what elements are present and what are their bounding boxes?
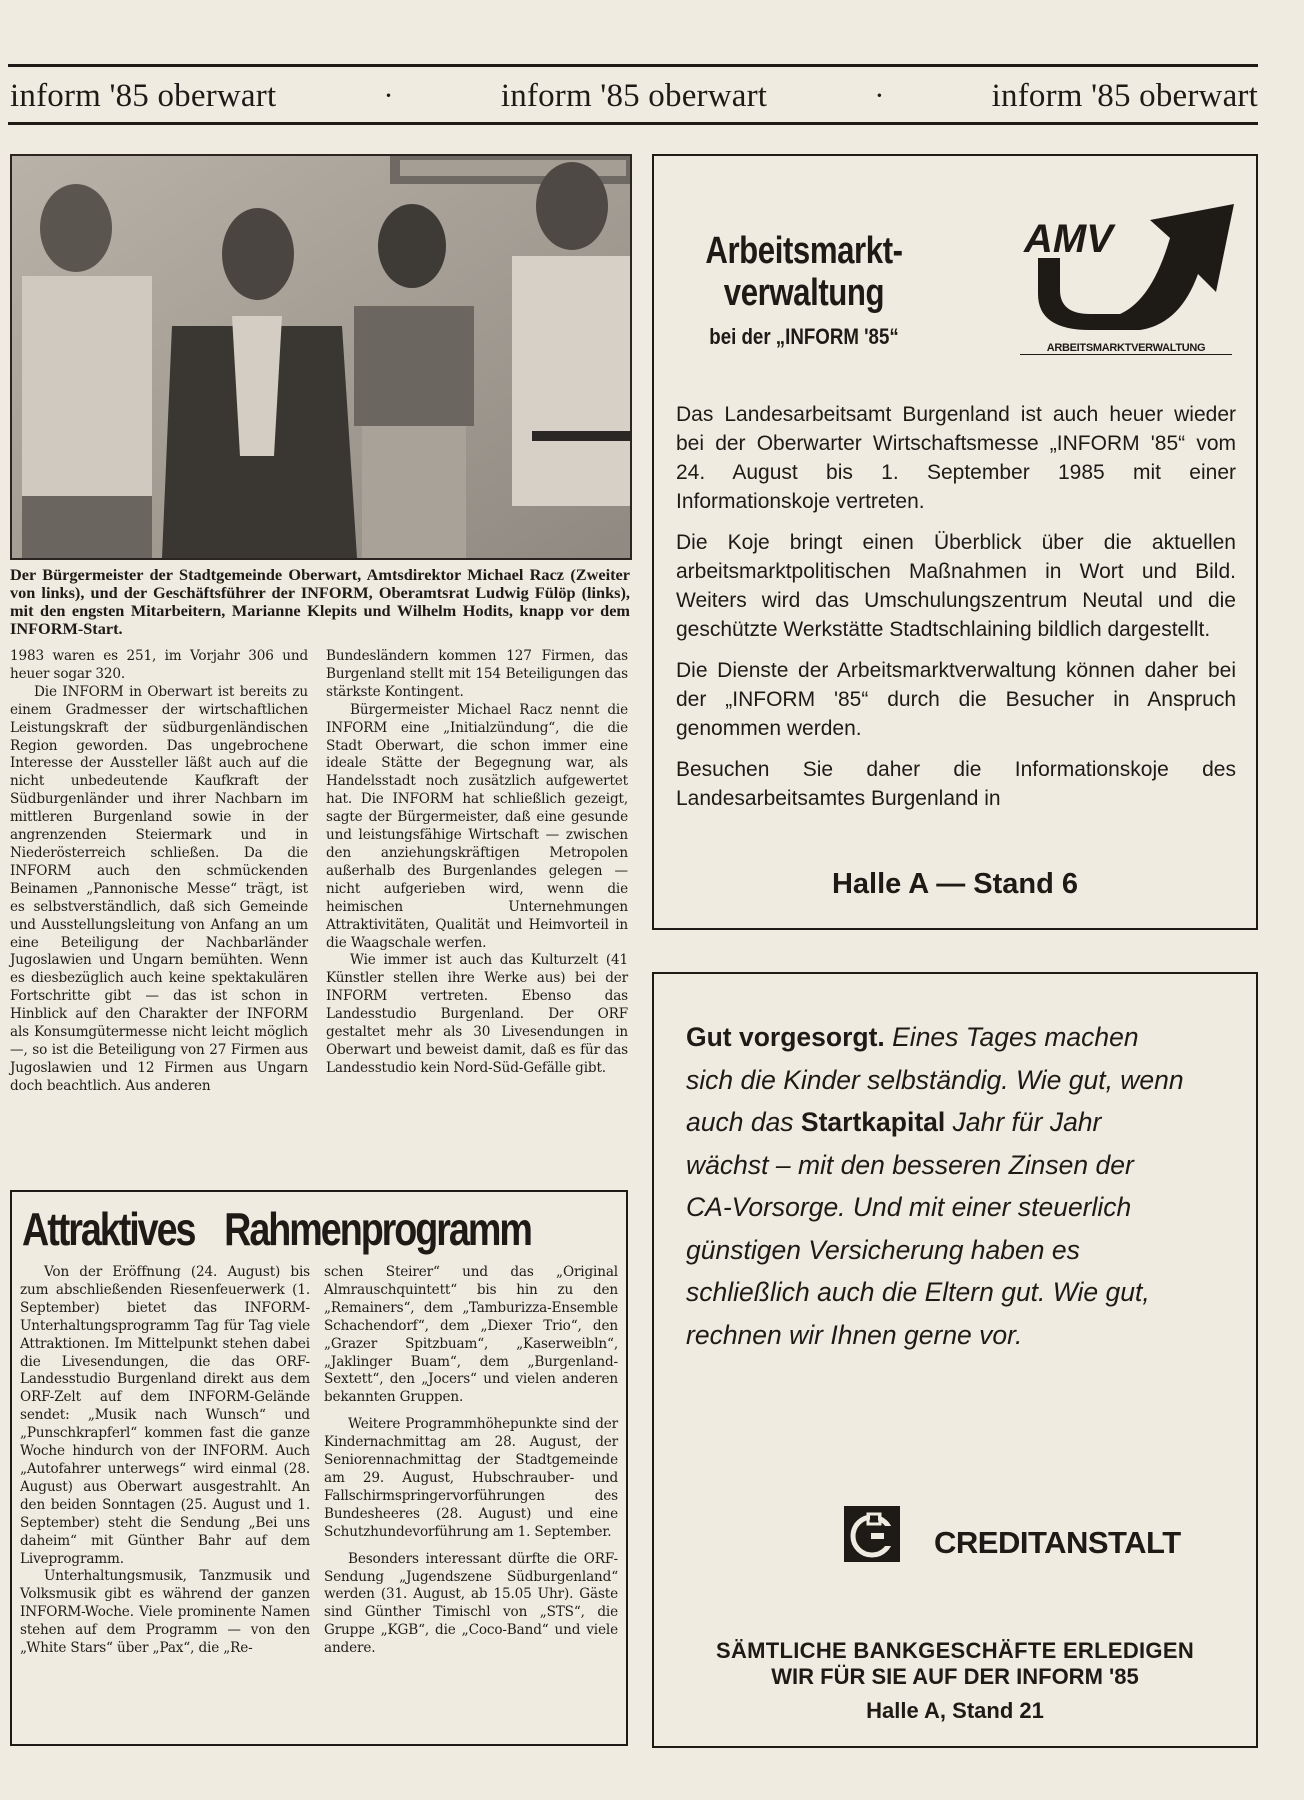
article-paragraph: Bundesländern kommen 127 Firmen, das Burgenland stellt mit 154 Beteiligungen das stärkste Kontingent. [326,648,628,700]
amv-advertisement [652,154,1258,930]
amv-location: Halle A — Stand 6 [831,868,1079,900]
article-column-2 [326,648,628,1078]
masthead-bottom-rule [8,122,1258,125]
photo-image [12,156,630,558]
ca-body-text [686,1016,1186,1356]
ca-lead: Gut vorgesorgt. [686,1022,885,1052]
masthead [10,74,1258,118]
ca-text: Eines Tages machen sich die Kinder selbständig. Wie gut, wenn auch das [686,1022,1184,1137]
amv-title-line-2: verwaltung [723,272,885,314]
amv-paragraph: Besuchen Sie daher die Informationskoje des Landesarbeitsamtes Burgenland in [676,758,1236,810]
amv-logo [1020,204,1240,354]
rahmen-column-1 [20,1264,310,1658]
ca-footer [654,1638,1256,1724]
amv-paragraph: Die Dienste der Arbeitsmarktverwaltung können daher bei der „INFORM '85“ durch die Besucher in Anspruch genommen werden. [676,659,1236,740]
amv-body [676,400,1236,825]
svg-text:AMV: AMV [1024,217,1113,261]
article-column-1 [10,648,308,1096]
amv-paragraph: Das Landesarbeitsamt Burgenland ist auch heuer wieder bei der Oberwarter Wirtschaftsmesse „INFORM '85“ vom 24. August bis 1. September 1985 mit einer Informationskoje vertreten. [676,403,1236,513]
article-paragraph: Wie immer ist auch das Kulturzelt (41 Künstler stellen ihre Werke aus) bei der INFORM vertreten. Ebenso das Landesstudio Burgenland. Der ORF gestaltet mehr als 30 Livesendungen in Oberwart und beweist damit, daß es für das Landesstudio kein Nord-Süd-Gefälle gibt. [326,952,628,1076]
rahmen-paragraph: Von der Eröffnung (24. August) bis zum abschließenden Riesenfeuerwerk (1. September) bietet das INFORM-Unterhaltungsprogramm Tag für Tag viele Attraktionen. Im Mittelpunkt stehen dabei die Livesendungen, die das ORF-Landesstudio Burgenland direkt aus dem ORF-Zelt auf dem INFORM-Gelände sendet: „Musik nach Wunsch“ und „Punschkrapferl“ kommen fast die ganze Woche hindurch von der INFORM. Auch „Autofahrer unterwegs“ wird einmal (28. August) aus Oberwart ausgestrahlt. An den beiden Sonntagen (25. August und 1. September) steht die Sendung „Bei uns daheim“ mit Günther Bahr auf dem Liveprogramm. [20,1264,310,1567]
masthead-segment: inform '85 oberwart [991,77,1258,114]
rahmen-column-2 [324,1264,618,1658]
amv-title-block [674,230,934,350]
rahmen-paragraph: Weitere Programmhöhepunkte sind der Kindernachmittag am 28. August, der Seniorennachmittag der Stadtgemeinde am 29. August, Hubschrauber- und Fallschirmspringervorführungen des Bundesheeres (28. August) und eine Schutzhundevorführung am 1. September. [324,1416,618,1540]
rahmen-paragraph: Besonders interessant dürfte die ORF-Sendung „Jugendszene Südburgenland“ werden (31. August, ab 15.05 Uhr). Gäste sind Günther Timischl von „STS“, die Gruppe „KGB“, die „Coco-Band“ und viele andere. [324,1550,618,1657]
masthead-segment: inform '85 oberwart [10,77,277,114]
group-photo [10,154,632,560]
rahmen-paragraph: Unterhaltungsmusik, Tanzmusik und Volksmusik gibt es während der ganzen INFORM-Woche. Viele prominente Namen stehen auf dem Programm — von den „White Stars“ über „Pax“, die „Re- [20,1568,310,1657]
masthead-separator: · [874,79,885,112]
rahmenprogramm-headline: Attraktives Rahmenprogramm [22,1203,531,1255]
rahmenprogramm-box [10,1190,628,1746]
amv-arrow-logo-icon [1020,204,1240,334]
creditanstalt-logo-icon [844,1506,900,1562]
article-paragraph: 1983 waren es 251, im Vorjahr 306 und heuer sogar 320. [10,648,308,682]
ca-startkapital: Startkapital [800,1107,946,1137]
masthead-separator: · [383,79,394,112]
creditanstalt-logo [844,1506,1181,1562]
creditanstalt-advertisement [652,972,1258,1748]
article-paragraph: Bürgermeister Michael Racz nennt die INFORM eine „Initialzündung“, die die Stadt Oberwart, die schon immer eine ideale Stätte der Begegnung war, als Handelsstadt noch zusätzlich aufgewertet hat. Die INFORM hat schließlich gezeigt, sagte der Bürgermeister, daß eine gesunde und leistungsfähige Wirtschaft — zwischen den anziehungskräftigen Metropolen außerhalb des Burgenlandes gelegen — nicht aufgerieben wird, wenn die heimischen Unternehmungen Attraktivitäten, Qualität und Heimvorteil in die Waagschale werfen. [326,701,628,951]
article-paragraph: Die INFORM in Oberwart ist bereits zu einem Gradmesser der wirtschaftlichen Leistungskraft der südburgenländischen Region geworden. Das ungebrochene Interesse der Aussteller läßt auch auf die nicht unbedeutende Kaufkraft der Südburgenländer und ihrer Nachbarn im mittleren Burgenland sowie in der angrenzenden Steiermark und in Niederösterreich schließen. Da die INFORM auch den schmückenden Beinamen „Pannonische Messe“ trägt, ist es selbstverständlich, daß sich Gemeinde und Ausstellungsleitung von Anfang an um eine Beteiligung der Nachbarländer Jugoslawien und Ungarn bemühten. Wenn es diesbezüglich auch keine spektakulären Fortschritte gibt — das ist schon in Hinblick auf den Charakter der INFORM als Konsumgütermesse nicht leicht möglich —, so ist die Beteiligung von 27 Firmen aus Jugoslawien und 12 Firmen aus Ungarn doch beachtlich. Aus anderen [10,683,308,1094]
amv-subtitle: bei der „INFORM '85“ [709,324,899,349]
amv-paragraph: Die Koje bringt einen Überblick über die aktuellen arbeitsmarktpolitischen Maßnahmen in Wort und Bild. Weiters wird das Umschulungszentrum Neutal und die geschützte Werkstätte Stadtschlaining bildlich dargestellt. [676,531,1236,641]
amv-title-line-1: Arbeitsmarkt- [705,230,903,272]
ca-text: Jahr für Jahr wächst – mit den besseren Zinsen der CA-Vorsorge. Und mit einer steuerlich günstigen Versicherung haben es schließlich auch die Eltern gut. Wie gut, rechnen wir Ihnen gerne vor. [686,1107,1150,1350]
rahmen-paragraph: schen Steirer“ und das „Original Almrauschquintett“ bis hin zu den „Remainers“, dem „Tamburizza-Ensemble Schachendorf“, dem „Diexer Trio“, den „Grazer Spitzbuam“, „Kaserweibln“, „Jaklinger Buam“, dem „Burgenland-Sextett“, den „Jocers“ und vielen anderen bekannten Gruppen. [324,1264,618,1406]
ca-footer-line-2: WIR FÜR SIE AUF DER INFORM '85 [771,1664,1139,1689]
ca-footer-line-1: SÄMTLICHE BANKGESCHÄFTE ERLEDIGEN [715,1638,1195,1663]
photo-caption: Der Bürgermeister der Stadtgemeinde Oberwart, Amtsdirektor Michael Racz (Zweiter von links), und der Geschäftsführer der INFORM, Oberamtsrat Ludwig Fülöp (links), mit den engsten Mitarbeitern, Marianne Klepits und Wilhelm Hodits, knapp vor dem INFORM-Start. [10,565,630,638]
ca-location: Halle A, Stand 21 [866,1698,1044,1723]
masthead-segment: inform '85 oberwart [500,77,768,114]
amv-logo-caption: ARBEITSMARKTVERWALTUNG [1020,342,1232,355]
masthead-top-rule [8,64,1258,67]
creditanstalt-brand: CREDITANSTALT [934,1525,1181,1560]
